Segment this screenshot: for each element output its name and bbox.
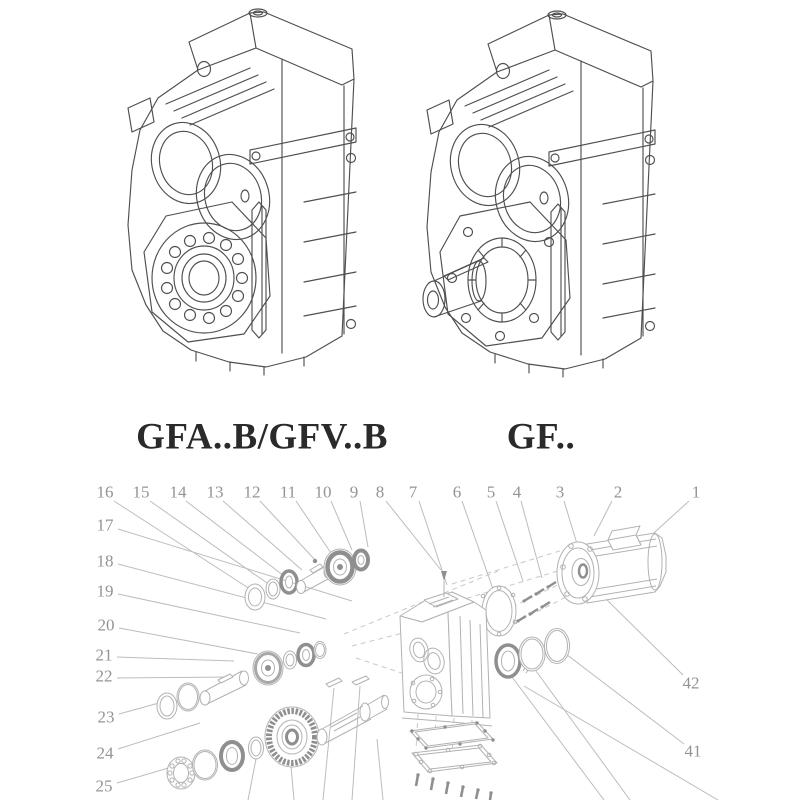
seal-and-rings xyxy=(496,629,570,678)
callout-7: 7 xyxy=(408,482,418,502)
callout-5: 5 xyxy=(486,482,496,502)
callout-16: 16 xyxy=(96,482,114,502)
callout-20: 20 xyxy=(97,615,115,635)
callout-4: 4 xyxy=(512,482,522,502)
callout-22: 22 xyxy=(95,666,113,686)
left-model-label: GFA..B/GFV..B xyxy=(136,416,388,458)
callout-41: 41 xyxy=(684,741,702,761)
input-shaft-assembly xyxy=(245,549,368,610)
right-gearbox-drawing xyxy=(423,11,655,377)
callout-21: 21 xyxy=(95,645,113,665)
gearbox-housing xyxy=(400,592,492,726)
left-gearbox-drawing xyxy=(128,9,356,375)
callout-42: 42 xyxy=(682,673,700,693)
callout-12: 12 xyxy=(243,482,261,502)
callout-15: 15 xyxy=(132,482,150,502)
callout-8: 8 xyxy=(375,482,385,502)
cover-bolts xyxy=(416,773,493,800)
output-gear-assembly xyxy=(167,676,389,789)
output-flange-and-shaft xyxy=(423,202,570,346)
intermediate-shaft-assembly xyxy=(157,642,326,720)
right-model-label: GF.. xyxy=(506,416,576,458)
callout-17: 17 xyxy=(96,515,114,535)
callout-25: 25 xyxy=(95,776,113,796)
callout-2: 2 xyxy=(613,482,623,502)
callout-23: 23 xyxy=(97,707,115,727)
callout-3: 3 xyxy=(555,482,565,502)
callout-11: 11 xyxy=(279,482,297,502)
callout-18: 18 xyxy=(96,551,114,571)
callout-19: 19 xyxy=(96,581,114,601)
callout-6: 6 xyxy=(452,482,462,502)
callout-24: 24 xyxy=(96,743,114,763)
callout-13: 13 xyxy=(206,482,224,502)
output-bearing-face xyxy=(144,202,270,342)
callout-1: 1 xyxy=(691,482,701,502)
exploded-parts-diagram xyxy=(114,501,718,800)
callout-14: 14 xyxy=(169,482,187,502)
callout-10: 10 xyxy=(314,482,332,502)
callout-9: 9 xyxy=(349,482,359,502)
motor xyxy=(557,526,666,604)
